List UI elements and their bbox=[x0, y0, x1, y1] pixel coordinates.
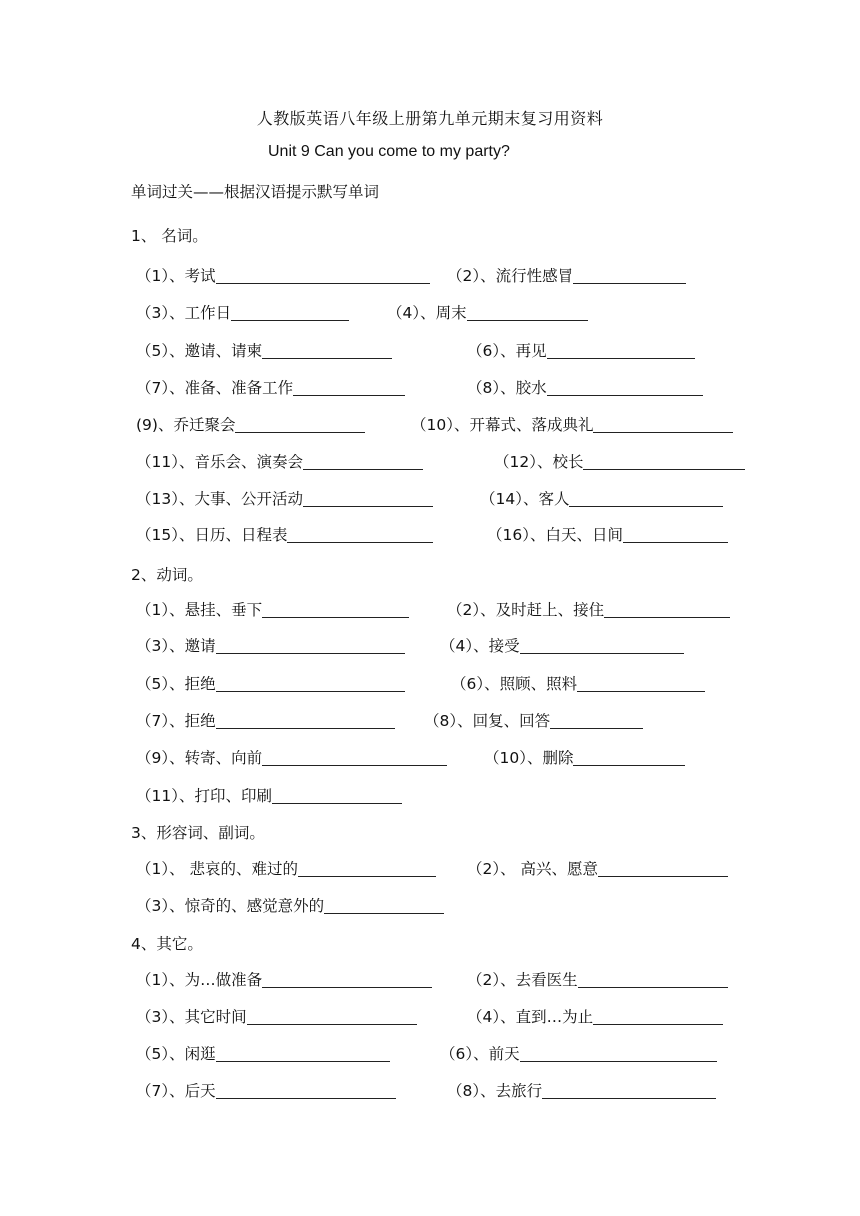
answer-blank[interactable] bbox=[235, 416, 365, 433]
answer-blank[interactable] bbox=[231, 304, 349, 321]
item-prompt: （10）、开幕式、落成典礼 bbox=[411, 416, 594, 434]
item-prompt: （5）、邀请、请柬 bbox=[136, 342, 263, 360]
answer-blank[interactable] bbox=[287, 526, 433, 543]
item-prompt: （8）、去旅行 bbox=[447, 1082, 543, 1100]
verb-item-5 bbox=[136, 672, 405, 694]
answer-blank[interactable] bbox=[216, 712, 395, 729]
item-prompt: （2）、去看医生 bbox=[467, 971, 578, 989]
answer-blank[interactable] bbox=[272, 787, 402, 804]
item-prompt: （8）、胶水 bbox=[467, 379, 547, 397]
item-prompt: （5）、拒绝 bbox=[136, 675, 216, 693]
answer-blank[interactable] bbox=[520, 637, 684, 654]
verb-item-6 bbox=[451, 672, 705, 694]
noun-item-13 bbox=[136, 487, 433, 509]
other-item-7 bbox=[136, 1079, 396, 1101]
answer-blank[interactable] bbox=[262, 601, 409, 618]
noun-item-2 bbox=[447, 264, 686, 286]
answer-blank[interactable] bbox=[623, 526, 728, 543]
answer-blank[interactable] bbox=[547, 342, 695, 359]
noun-item-16 bbox=[487, 523, 728, 545]
answer-blank[interactable] bbox=[598, 860, 728, 877]
answer-blank[interactable] bbox=[303, 490, 433, 507]
answer-blank[interactable] bbox=[262, 342, 392, 359]
other-item-8 bbox=[447, 1079, 716, 1101]
answer-blank[interactable] bbox=[583, 453, 745, 470]
item-prompt: （5）、闲逛 bbox=[136, 1045, 216, 1063]
verb-item-7 bbox=[136, 709, 395, 731]
section-heading-others: 4、其它。 bbox=[131, 935, 203, 953]
item-prompt: （2）、流行性感冒 bbox=[447, 267, 574, 285]
item-prompt: （1）、考试 bbox=[136, 267, 216, 285]
answer-blank[interactable] bbox=[593, 416, 733, 433]
other-item-6 bbox=[440, 1042, 717, 1064]
item-prompt: （10）、删除 bbox=[484, 749, 574, 767]
item-prompt: （11）、打印、印刷 bbox=[136, 787, 272, 805]
item-prompt: （6）、再见 bbox=[467, 342, 547, 360]
item-prompt: (9)、乔迁聚会 bbox=[136, 416, 236, 434]
verb-item-8 bbox=[424, 709, 643, 731]
item-prompt: （3）、工作日 bbox=[136, 304, 232, 322]
answer-blank[interactable] bbox=[216, 637, 405, 654]
item-prompt: （15）、日历、日程表 bbox=[136, 526, 288, 544]
answer-blank[interactable] bbox=[324, 897, 444, 914]
item-prompt: （4）、直到…为止 bbox=[467, 1008, 594, 1026]
noun-item-9 bbox=[136, 413, 365, 435]
answer-blank[interactable] bbox=[216, 267, 430, 284]
verb-item-1 bbox=[136, 598, 409, 620]
section-heading-nouns: 1、 名词。 bbox=[131, 227, 208, 245]
answer-blank[interactable] bbox=[573, 749, 685, 766]
item-prompt: （9）、转寄、向前 bbox=[136, 749, 263, 767]
noun-item-12 bbox=[494, 450, 745, 472]
adj-item-2 bbox=[467, 857, 728, 879]
item-prompt: （1）、 悲哀的、难过的 bbox=[136, 860, 299, 878]
noun-item-6 bbox=[467, 339, 695, 361]
item-prompt: （3）、邀请 bbox=[136, 637, 216, 655]
section-heading-verbs: 2、动词。 bbox=[131, 566, 203, 584]
unit-subtitle: Unit 9 Can you come to my party? bbox=[268, 143, 510, 160]
item-prompt: （14）、客人 bbox=[480, 490, 570, 508]
answer-blank[interactable] bbox=[593, 1008, 723, 1025]
answer-blank[interactable] bbox=[577, 675, 705, 692]
item-prompt: （13）、大事、公开活动 bbox=[136, 490, 303, 508]
noun-item-15 bbox=[136, 523, 433, 545]
verb-item-4 bbox=[440, 634, 684, 656]
item-prompt: （7）、准备、准备工作 bbox=[136, 379, 294, 397]
item-prompt: （8）、回复、回答 bbox=[424, 712, 551, 730]
item-prompt: （6）、照顾、照料 bbox=[451, 675, 578, 693]
item-prompt: （4）、周末 bbox=[387, 304, 467, 322]
answer-blank[interactable] bbox=[520, 1045, 717, 1062]
noun-item-5 bbox=[136, 339, 392, 361]
verb-item-3 bbox=[136, 634, 405, 656]
answer-blank[interactable] bbox=[542, 1082, 716, 1099]
item-prompt: （11）、音乐会、演奏会 bbox=[136, 453, 303, 471]
adj-item-1 bbox=[136, 857, 436, 879]
adj-item-3 bbox=[136, 894, 444, 916]
answer-blank[interactable] bbox=[573, 267, 686, 284]
answer-blank[interactable] bbox=[569, 490, 723, 507]
instruction-line: 单词过关——根据汉语提示默写单词 bbox=[131, 183, 380, 201]
verb-item-9 bbox=[136, 746, 447, 768]
answer-blank[interactable] bbox=[604, 601, 730, 618]
answer-blank[interactable] bbox=[303, 453, 423, 470]
item-prompt: （1）、为…做准备 bbox=[136, 971, 263, 989]
item-prompt: （2）、 高兴、愿意 bbox=[467, 860, 599, 878]
verb-item-11 bbox=[136, 784, 402, 806]
item-prompt: （16）、白天、日间 bbox=[487, 526, 623, 544]
answer-blank[interactable] bbox=[216, 1082, 396, 1099]
answer-blank[interactable] bbox=[216, 1045, 390, 1062]
other-item-5 bbox=[136, 1042, 390, 1064]
verb-item-10 bbox=[484, 746, 685, 768]
item-prompt: （3）、惊奇的、感觉意外的 bbox=[136, 897, 325, 915]
item-prompt: （7）、拒绝 bbox=[136, 712, 216, 730]
item-prompt: （6）、前天 bbox=[440, 1045, 520, 1063]
answer-blank[interactable] bbox=[247, 1008, 417, 1025]
answer-blank[interactable] bbox=[262, 971, 432, 988]
other-item-1 bbox=[136, 968, 432, 990]
item-prompt: （2）、及时赶上、接住 bbox=[447, 601, 605, 619]
answer-blank[interactable] bbox=[467, 304, 588, 321]
item-prompt: （7）、后天 bbox=[136, 1082, 216, 1100]
verb-item-2 bbox=[447, 598, 730, 620]
noun-item-14 bbox=[480, 487, 723, 509]
answer-blank[interactable] bbox=[547, 379, 703, 396]
noun-item-10 bbox=[411, 413, 733, 435]
answer-blank[interactable] bbox=[550, 712, 643, 729]
answer-blank[interactable] bbox=[262, 749, 447, 766]
noun-item-3 bbox=[136, 301, 349, 323]
item-prompt: （4）、接受 bbox=[440, 637, 520, 655]
noun-item-11 bbox=[136, 450, 423, 472]
answer-blank[interactable] bbox=[216, 675, 405, 692]
answer-blank[interactable] bbox=[298, 860, 436, 877]
item-prompt: （12）、校长 bbox=[494, 453, 584, 471]
noun-item-4 bbox=[387, 301, 588, 323]
other-item-4 bbox=[467, 1005, 723, 1027]
section-heading-adjectives: 3、形容词、副词。 bbox=[131, 824, 265, 842]
document-title: 人教版英语八年级上册第九单元期末复习用资料 bbox=[256, 109, 604, 128]
other-item-2 bbox=[467, 968, 728, 990]
noun-item-1 bbox=[136, 264, 430, 286]
other-item-3 bbox=[136, 1005, 417, 1027]
noun-item-8 bbox=[467, 376, 703, 398]
answer-blank[interactable] bbox=[293, 379, 405, 396]
item-prompt: （3）、其它时间 bbox=[136, 1008, 247, 1026]
noun-item-7 bbox=[136, 376, 405, 398]
answer-blank[interactable] bbox=[578, 971, 728, 988]
item-prompt: （1）、悬挂、垂下 bbox=[136, 601, 263, 619]
